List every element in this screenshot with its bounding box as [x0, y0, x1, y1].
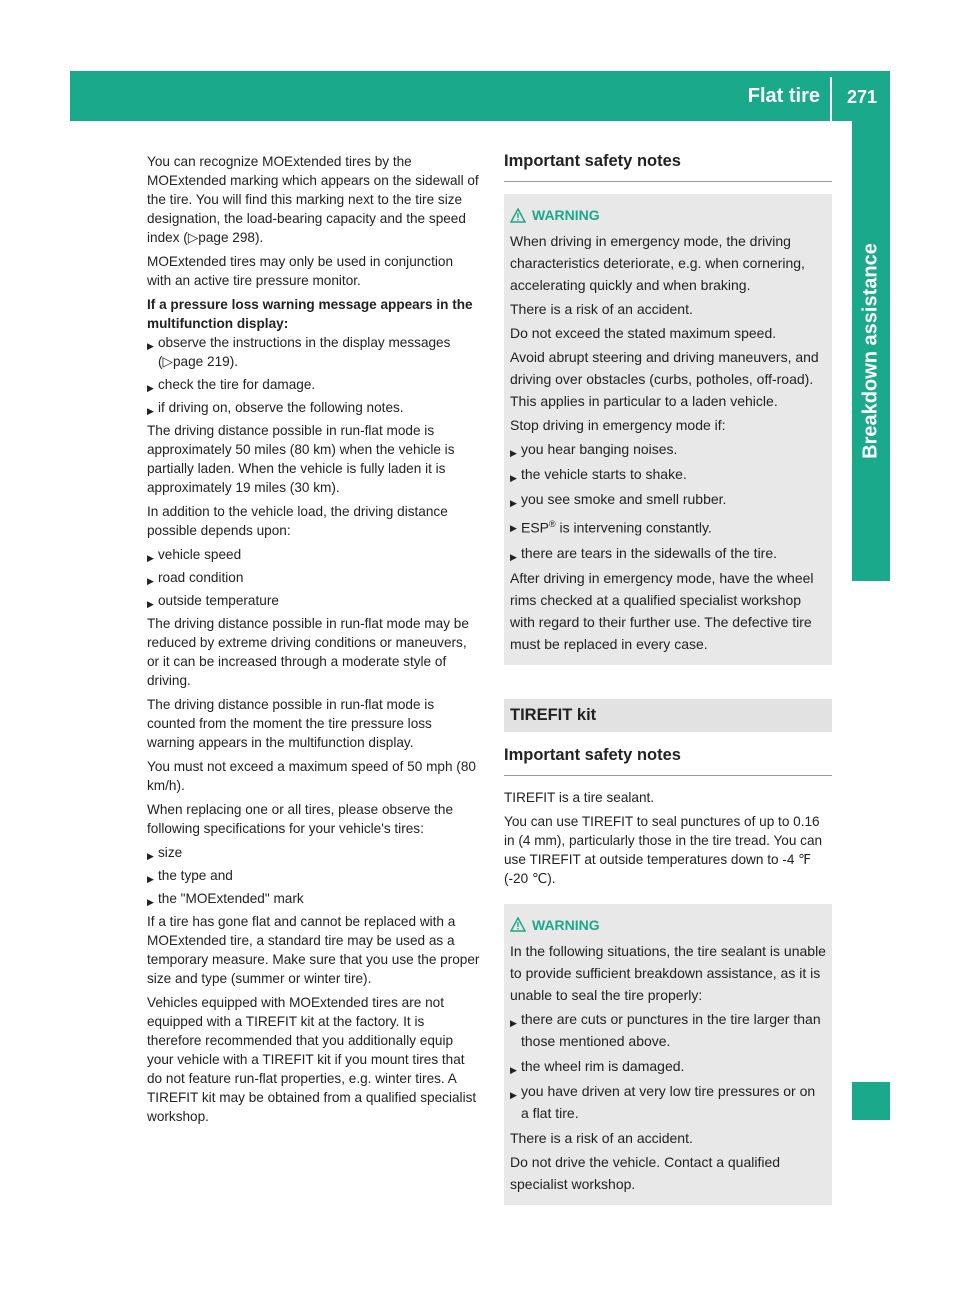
- list-item: ▶ the wheel rim is damaged.: [510, 1055, 826, 1077]
- heading-rule: [504, 775, 832, 776]
- factor-list: [147, 545, 480, 610]
- registered-mark: ®: [549, 519, 556, 529]
- warning-box: [504, 194, 832, 665]
- list-item: ▶ the type and: [147, 866, 480, 885]
- paragraph: When replacing one or all tires, please observe the following specifications for your vehicle's tires:: [147, 802, 454, 836]
- left-column: [147, 152, 480, 1131]
- header-divider: [830, 77, 832, 121]
- section-heading: Important safety notes: [504, 152, 681, 170]
- side-tab: [852, 121, 890, 581]
- warning-list: [510, 438, 826, 564]
- section-title: Flat tire: [747, 85, 820, 107]
- warning-triangle-icon: [510, 917, 526, 932]
- list-item: ▶ there are cuts or punctures in the tire larger than those mentioned above.: [510, 1008, 826, 1052]
- side-tab-label: Breakdown assistance: [859, 243, 882, 459]
- paragraph: MOExtended tires may only be used in conjunction with an active tire pressure monitor.: [147, 254, 454, 288]
- spec-list: [147, 843, 480, 908]
- paragraph: The driving distance possible in run-flat mode is approximately 50 miles (80 km) when the vehicle is partially laden. When the vehicle is fully laden it is approximately 19 miles (30 km).: [147, 423, 455, 495]
- header-bar: [70, 71, 890, 121]
- list-item: ▶ road condition: [147, 568, 480, 587]
- paragraph: In addition to the vehicle load, the driving distance possible depends upon:: [147, 504, 448, 538]
- list-item: ▶ observe the instructions in the display messages (▷page 219).: [147, 333, 480, 371]
- warning-text: Stop driving in emergency mode if:: [510, 417, 726, 433]
- paragraph: TIREFIT is a tire sealant.: [504, 789, 655, 805]
- warning-triangle-icon: [510, 208, 526, 223]
- list-item: ▶ you have driven at very low tire pressures or on a flat tire.: [510, 1080, 826, 1124]
- warning-text: Do not drive the vehicle. Contact a qualified specialist workshop.: [510, 1153, 781, 1192]
- warning-box: [504, 904, 832, 1205]
- page-ref-arrow-icon: ▷: [162, 354, 173, 369]
- bold-heading: If a pressure loss warning message appears in the multifunction display:: [147, 297, 473, 331]
- paragraph: If a tire has gone flat and cannot be replaced with a MOExtended tire, a standard tire may be used as a temporary measure. Make sure that you use the proper size and type (summer or winter tire).: [147, 914, 480, 986]
- heading-rule: [504, 181, 832, 182]
- page-ref-arrow-icon: ▷: [187, 230, 199, 245]
- list-item: ▶ ESP® is intervening constantly.: [510, 513, 826, 539]
- warning-text: In the following situations, the tire sealant is unable to provide sufficient breakdown assistance, as it is unable to seal the tire properly:: [510, 942, 826, 1003]
- list-item: ▶ you see smoke and smell rubber.: [510, 488, 826, 510]
- paragraph: The driving distance possible in run-flat mode is counted from the moment the tire pressure loss warning appears in the multifunction display.: [147, 697, 435, 750]
- paragraph: The driving distance possible in run-flat mode may be reduced by extreme driving conditions or maneuvers, or it can be increased through a moderate style of driving.: [147, 616, 469, 688]
- list-item: ▶ the vehicle starts to shake.: [510, 463, 826, 485]
- list-item: ▶ size: [147, 843, 480, 862]
- warning-text: Do not exceed the stated maximum speed.: [510, 325, 777, 341]
- instruction-list: [147, 333, 480, 417]
- warning-text: There is a risk of an accident.: [510, 1129, 693, 1146]
- list-item: ▶ check the tire for damage.: [147, 375, 480, 394]
- warning-text: When driving in emergency mode, the driving characteristics deteriorate, e.g. when cornering, accelerating quickly and when braking.: [510, 233, 805, 293]
- list-item: ▶ you hear banging noises.: [510, 438, 826, 460]
- paragraph: You must not exceed a maximum speed of 50 mph (80 km/h).: [147, 759, 476, 793]
- list-item: ▶ the "MOExtended" mark: [147, 889, 480, 908]
- warning-text: Avoid abrupt steering and driving maneuvers, and driving over obstacles (curbs, potholes, off-road). This applies in particular to a laden vehicle.: [510, 349, 819, 409]
- paragraph: Vehicles equipped with MOExtended tires are not equipped with a TIREFIT kit at the factory. It is therefore recommended that you additionally equip your vehicle with a TIREFIT kit if you mount tires that do not feature run-flat properties, e.g. winter tires. A TIREFIT kit may be obtained from a qualified specialist workshop.: [147, 995, 477, 1124]
- warning-label: WARNING: [532, 916, 600, 933]
- page-number: 271: [846, 87, 878, 107]
- paragraph: You can recognize MOExtended tires by the MOExtended marking which appears on the sidewall of the tire. You will find this marking next to the tire size designation, the load-bearing capacity and the speed index (▷page 298).: [147, 154, 479, 245]
- warning-header: [510, 204, 826, 226]
- page-ref-link[interactable]: page 219: [173, 354, 230, 369]
- warning-text: After driving in emergency mode, have the wheel rims checked at a qualified specialist workshop with regard to their further use. The defective tire must be replaced in every case.: [510, 569, 814, 652]
- warning-header: [510, 914, 826, 936]
- warning-label: WARNING: [532, 207, 600, 223]
- warning-list: [510, 1008, 826, 1124]
- side-tab-marker: [852, 1082, 890, 1120]
- section-band-title: TIREFIT kit: [504, 699, 832, 732]
- list-item: ▶ outside temperature: [147, 591, 480, 610]
- section-heading: Important safety notes: [504, 745, 681, 764]
- paragraph: You can use TIREFIT to seal punctures of up to 0.16 in (4 mm), particularly those in the tire tread. You can use TIREFIT at outside temperatures down to -4 ℉ (-20 ℃).: [504, 813, 823, 886]
- right-column: [504, 152, 832, 1205]
- list-item: ▶ vehicle speed: [147, 545, 480, 564]
- warning-text: There is a risk of an accident.: [510, 301, 693, 317]
- page-ref-link[interactable]: page 298: [198, 230, 255, 245]
- list-item: ▶ if driving on, observe the following notes.: [147, 398, 480, 417]
- list-item: ▶ there are tears in the sidewalls of the tire.: [510, 542, 826, 564]
